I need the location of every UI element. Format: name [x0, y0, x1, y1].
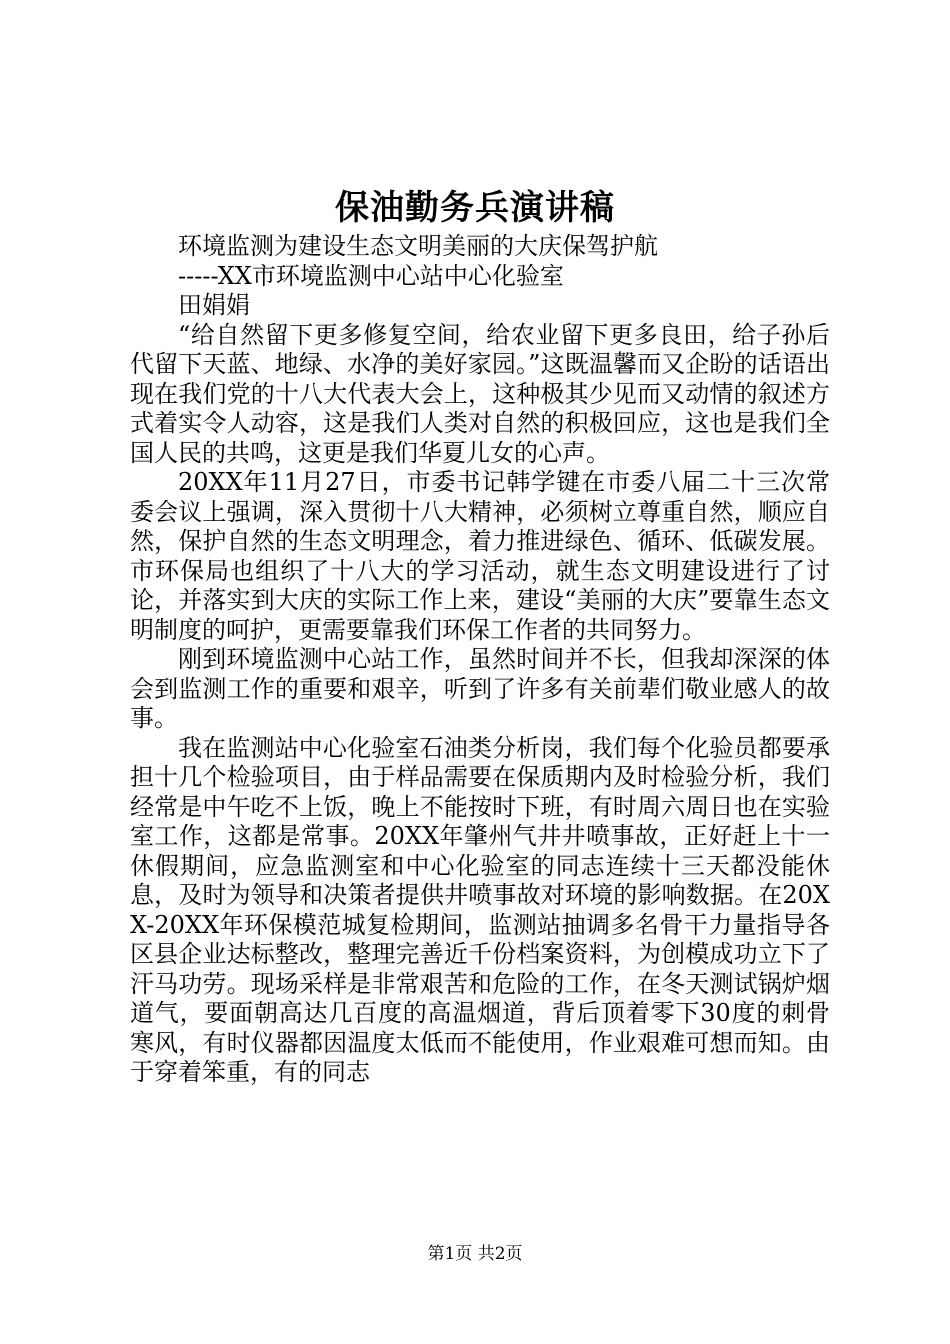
paragraph-4: 我在监测站中心化验室石油类分析岗，我们每个化验员都要承担十几个检验项目，由于样品需要在保质期内及时检验分析，我们经常是中午吃不上饭，晚上不能按时下班，有时周六周日也在实验室工作，这都是常事。20XX年肇州气井井喷事故，正好赶上十一休假期间，应急监测室和中心化验室的同志连续十三天都没能休息，及时为领导和决策者提供井喷事故对环境的影响数据。在20XX-20XX年环保模范城复检期间，监测站抽调多名骨干力量指导各区县企业达标整改，整理完善近千份档案资料，为创模成功立下了汗马功劳。现场采样是非常艰苦和危险的工作，在冬天测试锅炉烟道气，要面朝高达几百度的高温烟道，背后顶着零下30度的刺骨寒风，有时仪器都因温度太低而不能使用，作业艰难可想而知。由于穿着笨重，有的同志 — [130, 733, 830, 1086]
paragraph-2: 20XX年11月27日，市委书记韩学键在市委八届二十三次常委会议上强调，深入贯彻十八大精神，必须树立尊重自然，顺应自然，保护自然的生态文明理念，着力推进绿色、循环、低碳发展。市环保局也组织了十八大的学习活动，就生态文明建设进行了讨论，并落实到大庆的实际工作上来，建设“美丽的大庆”要靠生态文明制度的呵护，更需要靠我们环保工作者的共同努力。 — [130, 468, 830, 644]
paragraph-1: “给自然留下更多修复空间，给农业留下更多良田，给子孙后代留下天蓝、地绿、水净的美好家园。”这既温馨而又企盼的话语出现在我们党的十八大代表大会上，这种极其少见而又动情的叙述方式着实令人动容，这是我们人类对自然的积极回应，这也是我们全国人民的共鸣，这更是我们华夏儿女的心声。 — [130, 320, 830, 467]
author: 田娟娟 — [178, 291, 250, 319]
page-number-footer: 第1页 共2页 — [427, 1244, 523, 1264]
subtitle: 环境监测为建设生态文明美丽的大庆保驾护航 — [178, 232, 658, 260]
document-body — [130, 232, 830, 1088]
paragraph-3: 刚到环境监测中心站工作，虽然时间并不长，但我却深深的体会到监测工作的重要和艰辛，听到了许多有关前辈们敬业感人的故事。 — [130, 645, 830, 732]
affiliation: -----XX市环境监测中心站中心化验室 — [178, 261, 564, 290]
document-title: 保油勤务兵演讲稿 — [335, 188, 615, 228]
